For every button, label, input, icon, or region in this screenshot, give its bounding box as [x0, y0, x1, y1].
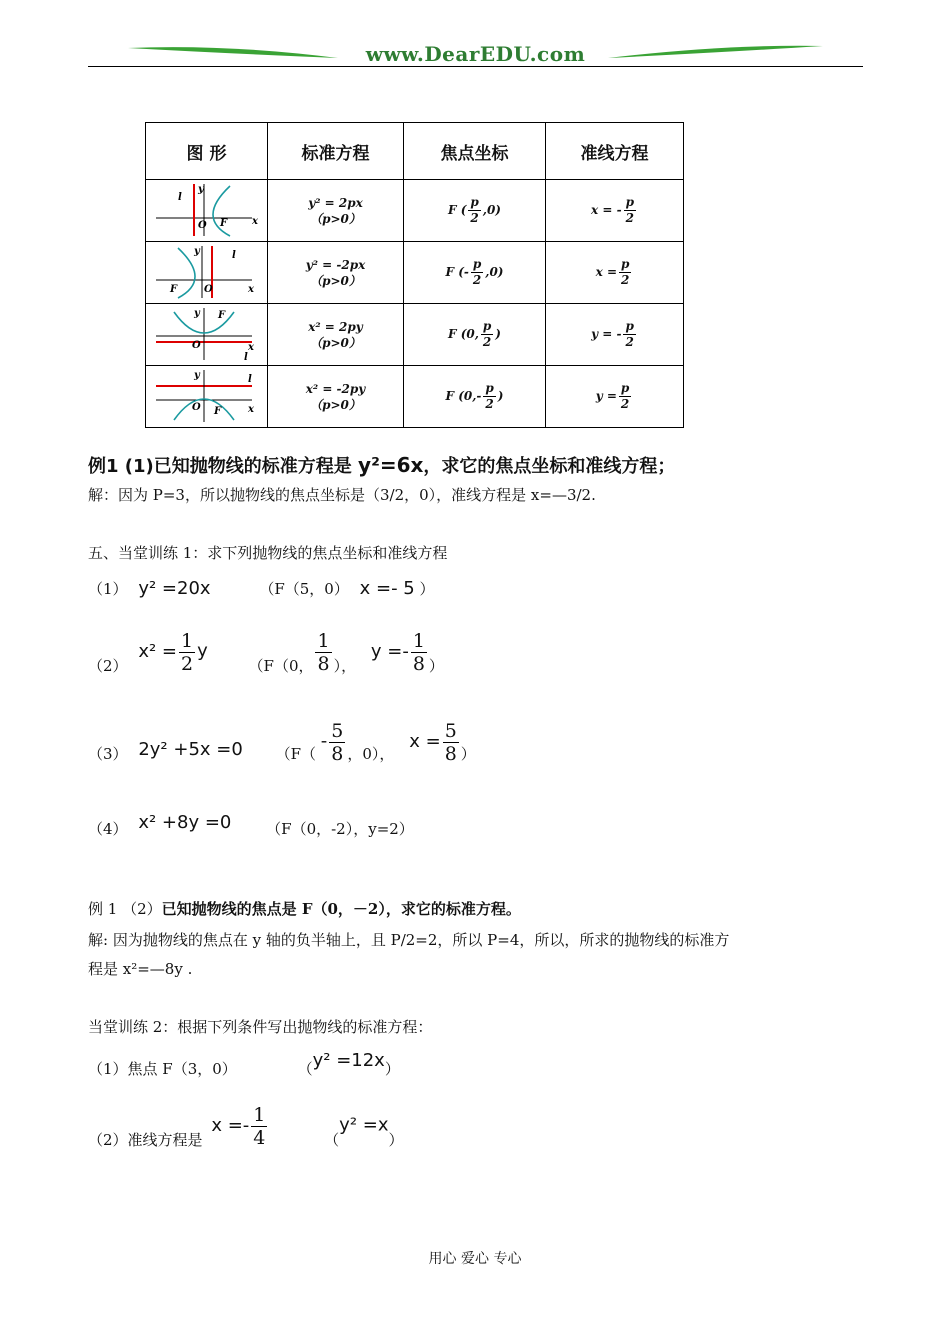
equation-cell: [268, 242, 404, 304]
eq-fraction: $\frac{1}{2}$: [181, 630, 194, 675]
practice1-heading: 五、当堂训练 1：求下列抛物线的焦点坐标和准线方程: [88, 544, 448, 562]
answer-fraction: $\frac{5}{8}$: [331, 720, 344, 765]
parabola-right-graph: [148, 180, 266, 238]
graph-label: l: [231, 250, 236, 261]
parabola-down-graph: [148, 366, 266, 424]
directrix-cell: [546, 366, 684, 428]
focus-suffix: ): [495, 327, 501, 341]
directrix-fraction: $\frac{p}{2}$: [625, 195, 634, 225]
example2-solution-line2: 程是 x²=—8y .: [88, 960, 193, 978]
graph-label: O: [203, 284, 213, 295]
graph-label: F: [217, 310, 225, 321]
graph-label: x: [251, 216, 258, 227]
directrix-prefix: y = -: [591, 327, 622, 341]
site-logo-text: www.DearEDU.com: [365, 42, 586, 66]
answer-fraction: $\frac{1}{8}$: [317, 630, 330, 675]
header-graph: 图 形: [146, 123, 268, 180]
parabola-left-graph: [148, 242, 266, 300]
example2-title: 例 1 （2）已知抛物线的焦点是 F（0，－2），求它的标准方程。: [88, 900, 521, 918]
equation-text: x² = 2py: [308, 319, 363, 334]
graph-cell: [146, 180, 268, 242]
directrix-fraction: $\frac{1}{8}$: [412, 630, 425, 675]
equation-cell: [268, 304, 404, 366]
practice2-item1: （1）焦点 F（3，0） （y² =12x）: [88, 1050, 400, 1078]
directrix-cell: [546, 180, 684, 242]
practice1-item4: （4） x² +8y =0 （F（0，-2），y=2）: [88, 812, 414, 838]
page-footer: 用心 爱心 专心: [428, 1251, 522, 1267]
directrix-prefix: y =: [595, 389, 617, 403]
directrix-prefix: x =: [595, 265, 617, 279]
focus-fraction: $\frac{p}{2}$: [485, 381, 494, 411]
example2-solution-line1: 解: 因为抛物线的焦点在 y 轴的负半轴上，且 P/2=2，所以 P=4，所以，所求的抛物线的标准方: [88, 931, 730, 949]
focus-suffix: ,0): [482, 203, 501, 217]
directrix-fraction: $\frac{p}{2}$: [620, 381, 630, 411]
directrix-fraction: $\frac{p}{2}$: [625, 319, 634, 349]
header-directrix: 准线方程: [546, 123, 684, 180]
table-header-row: [146, 123, 684, 180]
practice1-item2: （2） x² = $\frac{1}{2}$ y （F（0， $\frac{1}{8}$ ）， y =- $\frac{1}{8}$ ）: [88, 630, 444, 675]
practice2-heading: 当堂训练 2：根据下列条件写出抛物线的标准方程：: [88, 1018, 433, 1036]
focus-suffix: ): [497, 389, 504, 403]
graph-label: y: [193, 246, 200, 257]
focus-prefix: F (0,: [448, 327, 479, 341]
focus-cell: [404, 242, 546, 304]
table-row: [146, 304, 684, 366]
header-equation: 标准方程: [268, 123, 404, 180]
practice2-item2: （2）准线方程是 x =- $\frac{1}{4}$ （y² =x）: [88, 1104, 404, 1149]
focus-prefix: F (0,-: [445, 389, 482, 403]
directrix-fraction: $\frac{p}{2}$: [621, 257, 630, 287]
page-header: [88, 40, 863, 70]
parabola-standard-table: [145, 122, 683, 426]
focus-prefix: F (: [448, 203, 467, 217]
directrix-cell: [546, 304, 684, 366]
graph-label: l: [177, 192, 182, 203]
equation-text: y² = -2px: [305, 257, 366, 272]
focus-prefix: F (-: [445, 265, 469, 279]
header-focus: 焦点坐标: [404, 123, 546, 180]
equation-cell: [268, 180, 404, 242]
graph-label: x: [247, 404, 254, 415]
graph-label: l: [243, 352, 248, 362]
graph-label: O: [197, 220, 207, 231]
graph-label: x: [247, 342, 254, 353]
equation-condition: （p>0）: [310, 273, 361, 288]
graph-label: x: [247, 284, 254, 295]
graph-label: l: [247, 374, 252, 385]
equation-text: y² = 2px: [308, 195, 363, 210]
header-rule: [88, 66, 863, 67]
example1-solution: 解：因为 P=3，所以抛物线的焦点坐标是（3/2，0），准线方程是 x=—3/2.: [88, 486, 596, 504]
example1-title: 例1 (1)已知抛物线的标准方程是 y²=6x，求它的焦点坐标和准线方程；: [88, 453, 676, 477]
equation-cell: [268, 366, 404, 428]
practice1-item1: （1） y² =20x （F（5，0） x =- 5 ）: [88, 578, 435, 599]
focus-cell: [404, 304, 546, 366]
graph-cell: [146, 304, 268, 366]
graph-label: F: [169, 284, 177, 295]
directrix-fraction: $\frac{5}{8}$: [444, 720, 457, 765]
parabola-up-graph: [148, 304, 266, 362]
graph-label: F: [219, 218, 227, 229]
graph-label: O: [191, 402, 201, 413]
graph-cell: [146, 242, 268, 304]
equation-text: x² = -2py: [305, 381, 366, 396]
focus-cell: [404, 366, 546, 428]
equation-condition: （p>0）: [310, 397, 361, 412]
table-row: [146, 242, 684, 304]
equation-condition: （p>0）: [310, 211, 361, 226]
graph-label: y: [197, 184, 204, 195]
directrix-prefix: x = -: [591, 203, 622, 217]
focus-fraction: $\frac{p}{2}$: [482, 319, 492, 349]
focus-cell: [404, 180, 546, 242]
directrix-fraction: $\frac{1}{4}$: [253, 1104, 266, 1149]
focus-fraction: $\frac{p}{2}$: [472, 257, 482, 287]
graph-label: y: [193, 308, 200, 319]
table-row: [146, 180, 684, 242]
practice1-item3: （3） 2y² +5x =0 （F（ - $\frac{5}{8}$ ，0）， x = $\frac{5}{8}$ ）: [88, 720, 476, 765]
focus-suffix: ,0): [485, 265, 504, 279]
focus-fraction: $\frac{p}{2}$: [470, 195, 479, 225]
directrix-cell: [546, 242, 684, 304]
graph-label: F: [213, 406, 221, 417]
equation-condition: （p>0）: [310, 335, 361, 350]
graph-label: y: [193, 370, 200, 381]
graph-cell: [146, 366, 268, 428]
graph-label: O: [191, 340, 201, 351]
table-row: [146, 366, 684, 428]
